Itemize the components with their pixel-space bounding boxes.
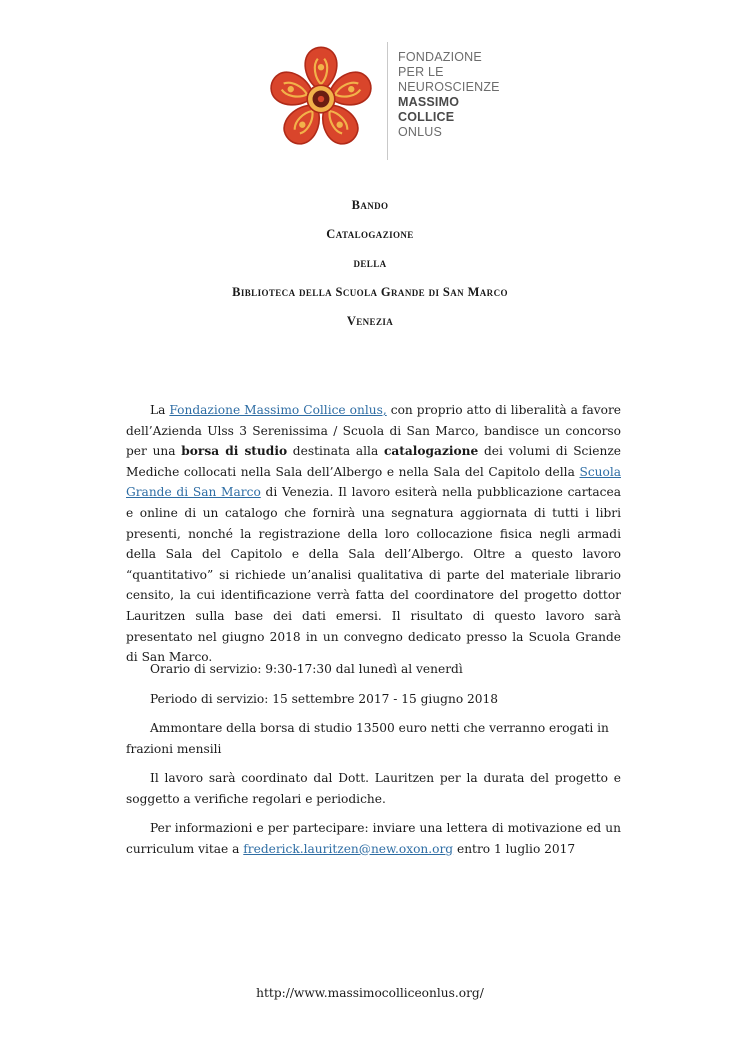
bold-borsa-di-studio: borsa di studio: [181, 444, 288, 459]
logo-line: FONDAZIONE: [398, 50, 482, 64]
flower-logo-icon: [268, 46, 374, 152]
logo-wordmark: [398, 50, 500, 140]
logo-line: NEUROSCIENZE: [398, 80, 500, 94]
footer-url[interactable]: http://www.massimocolliceonlus.org/: [256, 986, 484, 1000]
text-run: Per informazioni e per partecipare: inviare una lettera di motivazione ed un curriculum vitae a: [126, 821, 621, 856]
text-run: destinata alla: [287, 444, 384, 459]
text-run: di Venezia. Il lavoro esiterà nella pubblicazione cartacea e online di un catalogo che fornirà una segnatura aggiornata di tutti i libri presenti, nonché la registrazione della loro collocazione fisica negli armadi della Sala del Capitolo e della Sala dell’Albergo. Oltre a questo lavoro “quantitativo” si richiede un’analisi qualitativa di parte del materiale librario censito, la cui identificazione verrà fatta del coordinatore del progetto dottor Lauritzen sulla base dei dati emersi. Il risultato di questo lavoro sarà presentato nel giugno 2018 in un convegno dedicato presso la Scuola Grande di San Marco.: [126, 485, 621, 665]
foundation-logo: [268, 40, 528, 168]
bold-catalogazione: catalogazione: [383, 444, 479, 459]
logo-line: ONLUS: [398, 125, 443, 139]
title-catalogazione: Catalogazione: [326, 227, 414, 241]
text-run: La: [150, 403, 170, 417]
orario-servizio: Orario di servizio: 9:30-17:30 dal lunedì al venerdì: [150, 662, 463, 676]
periodo-servizio: Periodo di servizio: 15 settembre 2017 - 15 giugno 2018: [150, 692, 499, 706]
title-della: della: [353, 256, 387, 270]
logo-divider: [387, 42, 388, 160]
text-run: con proprio atto di liberalità a favore dell’Azienda Ulss 3 Serenissima / Scuola di San Marco, bandisce un concorso per una: [126, 403, 622, 459]
ammontare-borsa: Ammontare della borsa di studio 13500 euro netti che verranno erogati in frazioni mensili: [126, 721, 609, 756]
document-title-block: [0, 196, 740, 341]
main-paragraph-block: [126, 400, 621, 668]
informazioni-partecipazione: [126, 818, 621, 859]
logo-center-dot: [318, 96, 324, 102]
text-run: dei volumi di Scienze Mediche collocati nella Sala dell’Albergo e nella Sala del Capitolo della: [126, 444, 621, 479]
logo-line-bold: MASSIMO: [398, 95, 460, 109]
logo-line-bold: COLLICE: [398, 110, 455, 124]
scuola-grande-link[interactable]: Scuola Grande di San Marco: [126, 464, 621, 500]
title-biblioteca: Biblioteca della Scuola Grande di San Marco: [232, 285, 508, 299]
coordinamento-lavoro: Il lavoro sarà coordinato dal Dott. Lauritzen per la durata del progetto e soggetto a verifiche regolari e periodiche.: [126, 771, 621, 806]
logo-line: PER LE: [398, 65, 444, 79]
title-venezia: Venezia: [346, 314, 394, 328]
fondazione-link[interactable]: Fondazione Massimo Collice onlus,: [169, 403, 387, 417]
email-link[interactable]: frederick.lauritzen@new.oxon.org: [243, 841, 454, 856]
logo-petal: [305, 47, 337, 90]
main-paragraph: [126, 400, 621, 668]
text-run: entro 1 luglio 2017: [453, 841, 576, 856]
title-bando: Bando: [351, 198, 389, 212]
